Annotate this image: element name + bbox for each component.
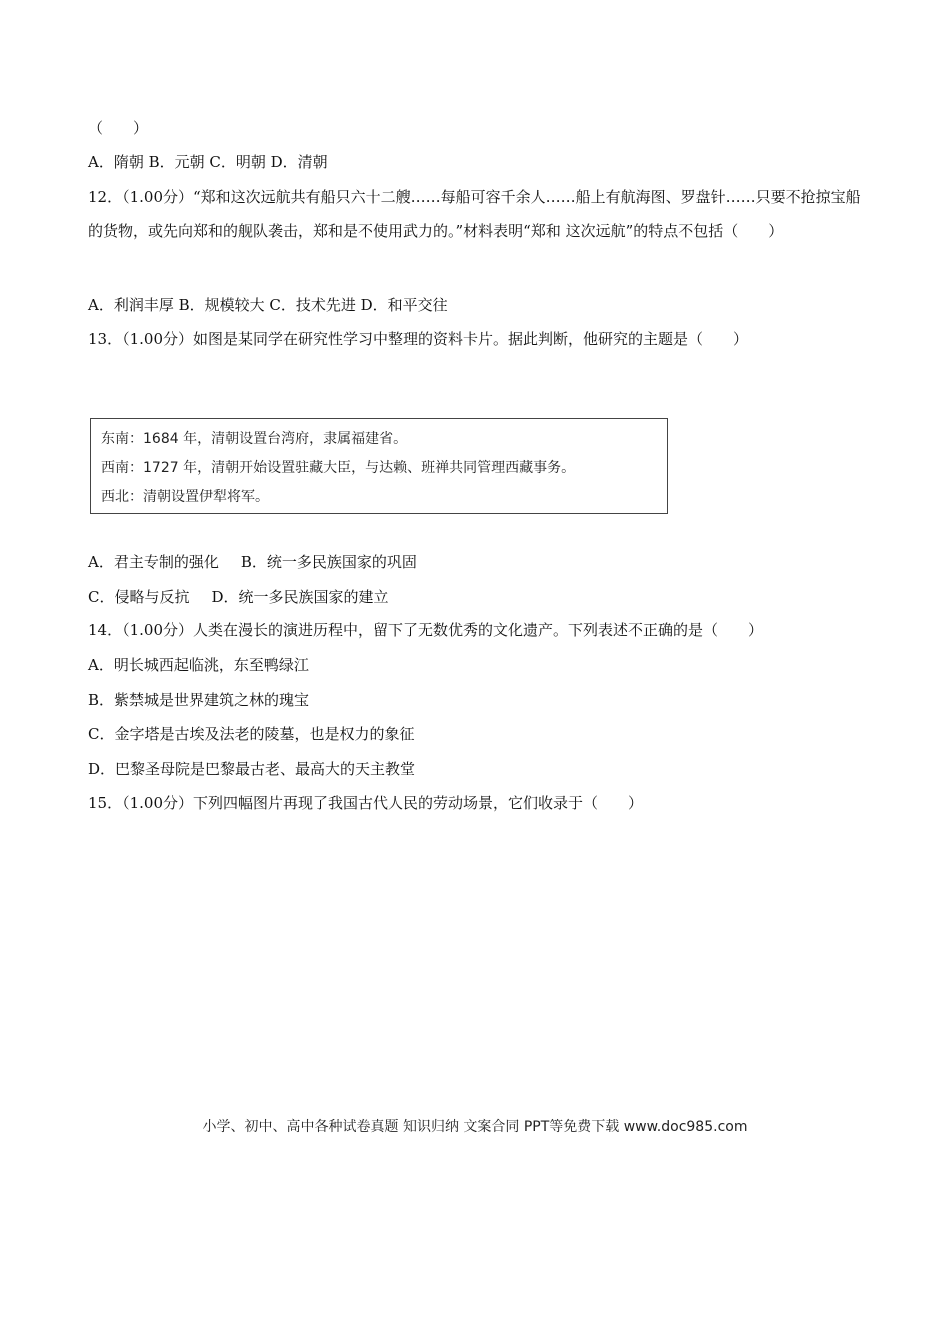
- q14-option-a: A．明长城西起临洮，东至鸭绿江: [88, 656, 309, 674]
- q13-option-d: D．统一多民族国家的建立: [211, 588, 389, 606]
- data-card-image: [90, 418, 668, 514]
- q14-stem: 14．（1.00分）人类在漫长的演进历程中，留下了无数优秀的文化遗产。下列表述不正确的是（ ）: [88, 621, 763, 639]
- q12-options: A．利润丰厚 B．规模较大 C．技术先进 D．和平交往: [88, 296, 448, 314]
- q13-stem: 13．（1.00分）如图是某同学在研究性学习中整理的资料卡片。据此判断，他研究的主题是（ ）: [88, 330, 748, 348]
- q14-option-b: B．紫禁城是世界建筑之林的瑰宝: [88, 691, 310, 709]
- q15-stem: 15．（1.00分）下列四幅图片再现了我国古代人民的劳动场景，它们收录于（ ）: [88, 794, 643, 812]
- card-line-southwest: 西南：1727 年，清朝开始设置驻藏大臣，与达赖、班禅共同管理西藏事务。: [101, 460, 576, 476]
- q12-stem: 12．（1.00分）“郑和这次远航共有船只六十二艘……每船可容千余人……船上有航海图、罗盘针……只要不抢掠宝船的货物，或先向郑和的舰队袭击，郑和是不使用武力的。”材料表明“郑和 这次远航”的特点不包括（ ）: [88, 188, 861, 240]
- q13-option-b: B．统一多民族国家的巩固: [240, 553, 417, 571]
- q13-option-c: C．侵略与反抗: [88, 588, 190, 606]
- q14-option-d: D．巴黎圣母院是巴黎最古老、最高大的天主教堂: [88, 760, 416, 778]
- page-footer: 小学、初中、高中各种试卷真题 知识归纳 文案合同 PPT等免费下载 www.doc985.com: [202, 1119, 748, 1135]
- card-line-southeast: 东南：1684 年，清朝设置台湾府，隶属福建省。: [101, 431, 408, 447]
- q13-option-a: A．君主专制的强化: [88, 553, 219, 571]
- q13-options-row-2: [88, 587, 389, 607]
- q13-options-row-1: [88, 552, 417, 572]
- q14-option-c: C．金字塔是古埃及法老的陵墓，也是权力的象征: [88, 725, 415, 743]
- q11-options: A．隋朝 B．元朝 C．明朝 D．清朝: [88, 153, 328, 171]
- card-line-northwest: 西北：清朝设置伊犁将军。: [101, 489, 269, 505]
- q11-bracket: （ ）: [88, 119, 149, 137]
